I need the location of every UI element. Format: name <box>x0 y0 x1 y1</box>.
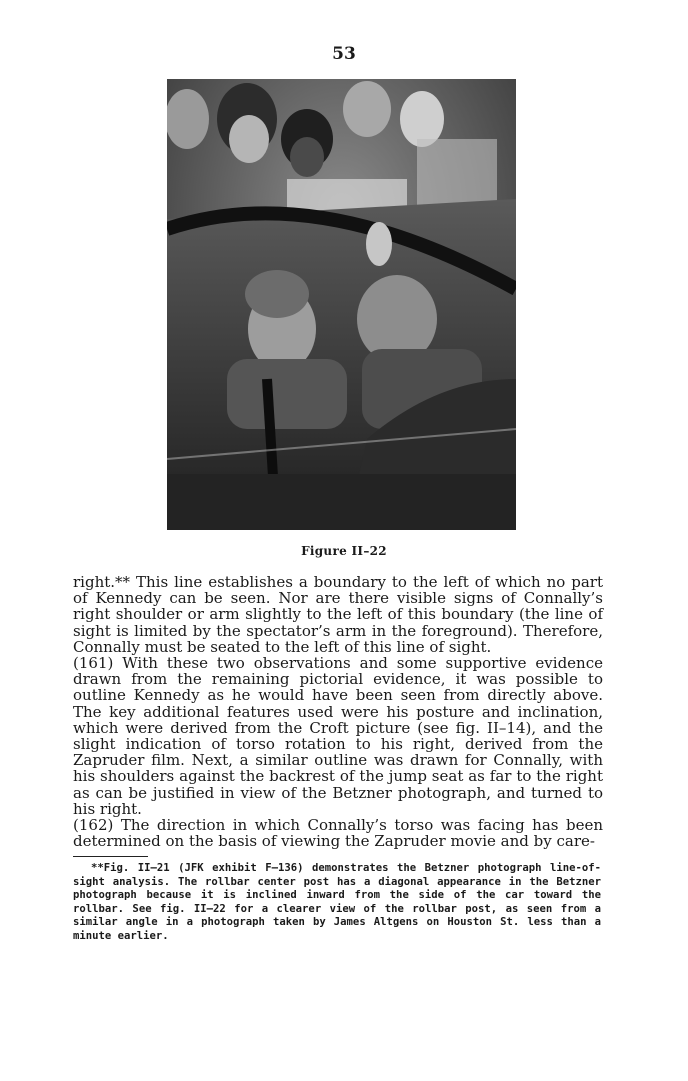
paragraph: (162) The direction in which Connally’s torso was facing has been determined on the basis of viewing the Zapruder movie and by care- <box>73 816 603 851</box>
figure-photograph <box>167 79 516 530</box>
figure-caption: Figure II–22 <box>301 544 387 558</box>
photograph-image <box>167 79 516 530</box>
page-number: 53 <box>332 44 356 64</box>
footnote: **Fig. II–21 (JFK exhibit F–136) demonstrates the Betzner photograph line-of-sight analysis. The rollbar center post has a diagonal appearance in the Betzner photograph because it is inclined inward from the side of the car toward the rollbar. See fig. II–22 for a clearer view of the rollbar post, as seen from a similar angle in a photograph taken by James Altgens on Houston St. less than a minute earlier. <box>73 862 601 942</box>
footnote-divider <box>73 856 148 857</box>
body-text <box>73 574 603 849</box>
paragraph: (161) With these two observations and some supportive evidence drawn from the remaining pictorial evidence, it was possible to outline Kennedy as he would have been seen from directly above. The key additional features used were his posture and inclination, which were derived from the Croft picture (see fig. II–14), and the slight indication of torso rotation to his right, derived from the Zapruder film. Next, a similar outline was drawn for Connally, with his shoulders against the backrest of the jump seat as far to the right as can be justified in view of the Betzner photograph, and turned to his right. <box>73 654 603 818</box>
paragraph: right.** This line establishes a boundary to the left of which no part of Kennedy can be seen. Nor are there visible signs of Connally’s right shoulder or arm slightly to the left of this boundary (the line of sight is limited by the spectator’s arm in the foreground). Therefore, Connally must be seated to the left of this line of sight. <box>73 573 603 656</box>
